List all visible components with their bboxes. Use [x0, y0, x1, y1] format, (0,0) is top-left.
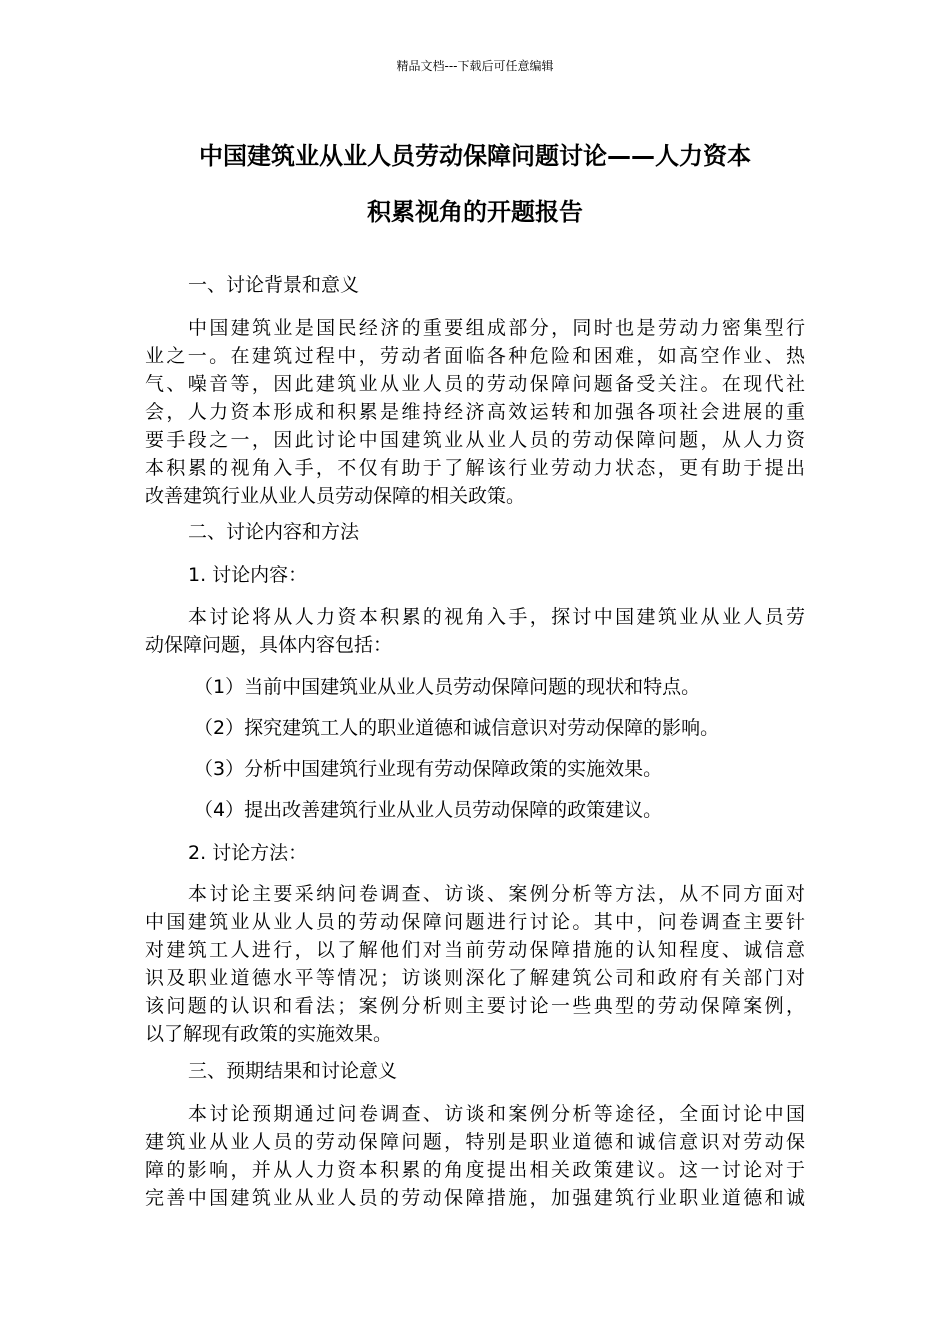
- list-item: （2）探究建筑工人的职业道德和诚信意识对劳动保障的影响。: [194, 717, 720, 739]
- section-3-paragraph: [145, 1100, 805, 1212]
- subsection-content-heading: 1. 讨论内容：: [188, 564, 308, 586]
- list-item: （1）当前中国建筑业从业人员劳动保障问题的现状和特点。: [194, 676, 701, 698]
- paragraph-line: 本讨论主要采纳问卷调查、访谈、案例分析等方法，从不同方面对: [188, 883, 805, 905]
- paragraph-line: 本积累的视角入手，不仅有助于了解该行业劳动力状态，更有助于提出: [145, 457, 805, 479]
- document-title-line-2: 积累视角的开题报告: [367, 198, 583, 226]
- paragraph-line: 识及职业道德水平等情况；访谈则深化了解建筑公司和政府有关部门对: [145, 967, 805, 989]
- paragraph-line: 改善建筑行业从业人员劳动保障的相关政策。: [145, 485, 526, 507]
- subsection-content-paragraph: [145, 603, 805, 659]
- paragraph-line: 本讨论预期通过问卷调查、访谈和案例分析等途径，全面讨论中国: [188, 1103, 805, 1125]
- paragraph-line: 要手段之一，因此讨论中国建筑业从业人员的劳动保障问题，从人力资: [145, 429, 805, 451]
- paragraph-line: 中国建筑业从业人员的劳动保障问题进行讨论。其中，问卷调查主要针: [145, 911, 805, 933]
- paragraph-line: 该问题的认识和看法；案例分析则主要讨论一些典型的劳动保障案例，: [145, 995, 805, 1017]
- paragraph-line: 完善中国建筑业从业人员的劳动保障措施，加强建筑行业职业道德和诚: [145, 1187, 805, 1209]
- paragraph-line: 对建筑工人进行，以了解他们对当前劳动保障措施的认知程度、诚信意: [145, 939, 805, 961]
- paragraph-line: 业之一。在建筑过程中，劳动者面临各种危险和困难，如高空作业、热: [145, 345, 805, 367]
- paragraph-line: 中国建筑业是国民经济的重要组成部分，同时也是劳动力密集型行: [188, 317, 805, 339]
- section-3-heading: 三、预期结果和讨论意义: [188, 1060, 398, 1082]
- paragraph-line: 气、噪音等，因此建筑业从业人员的劳动保障问题备受关注。在现代社: [145, 373, 805, 395]
- list-item: （3）分析中国建筑行业现有劳动保障政策的实施效果。: [194, 758, 663, 780]
- subsection-method-heading: 2. 讨论方法：: [188, 842, 308, 864]
- paragraph-line: 障的影响，并从人力资本积累的角度提出相关政策建议。这一讨论对于: [145, 1159, 805, 1181]
- paragraph-line: 动保障问题，具体内容包括：: [145, 634, 393, 656]
- document-title-line-1: 中国建筑业从业人员劳动保障问题讨论——人力资本: [199, 142, 751, 170]
- section-1-heading: 一、讨论背景和意义: [188, 274, 360, 296]
- content-list: [145, 673, 805, 824]
- list-item: （4）提出改善建筑行业从业人员劳动保障的政策建议。: [194, 799, 663, 821]
- paragraph-line: 建筑业从业人员的劳动保障问题，特别是职业道德和诚信意识对劳动保: [145, 1131, 805, 1153]
- section-1-paragraph: [145, 314, 805, 510]
- paragraph-line: 会，人力资本形成和积累是维持经济高效运转和加强各项社会进展的重: [145, 401, 805, 423]
- subsection-method-paragraph: [145, 880, 805, 1048]
- paragraph-line: 本讨论将从人力资本积累的视角入手，探讨中国建筑业从业人员劳: [188, 606, 805, 628]
- paragraph-line: 以了解现有政策的实施效果。: [145, 1023, 393, 1045]
- section-2-heading: 二、讨论内容和方法: [188, 521, 360, 543]
- header-note: 精品文档---下载后可任意编辑: [396, 59, 554, 73]
